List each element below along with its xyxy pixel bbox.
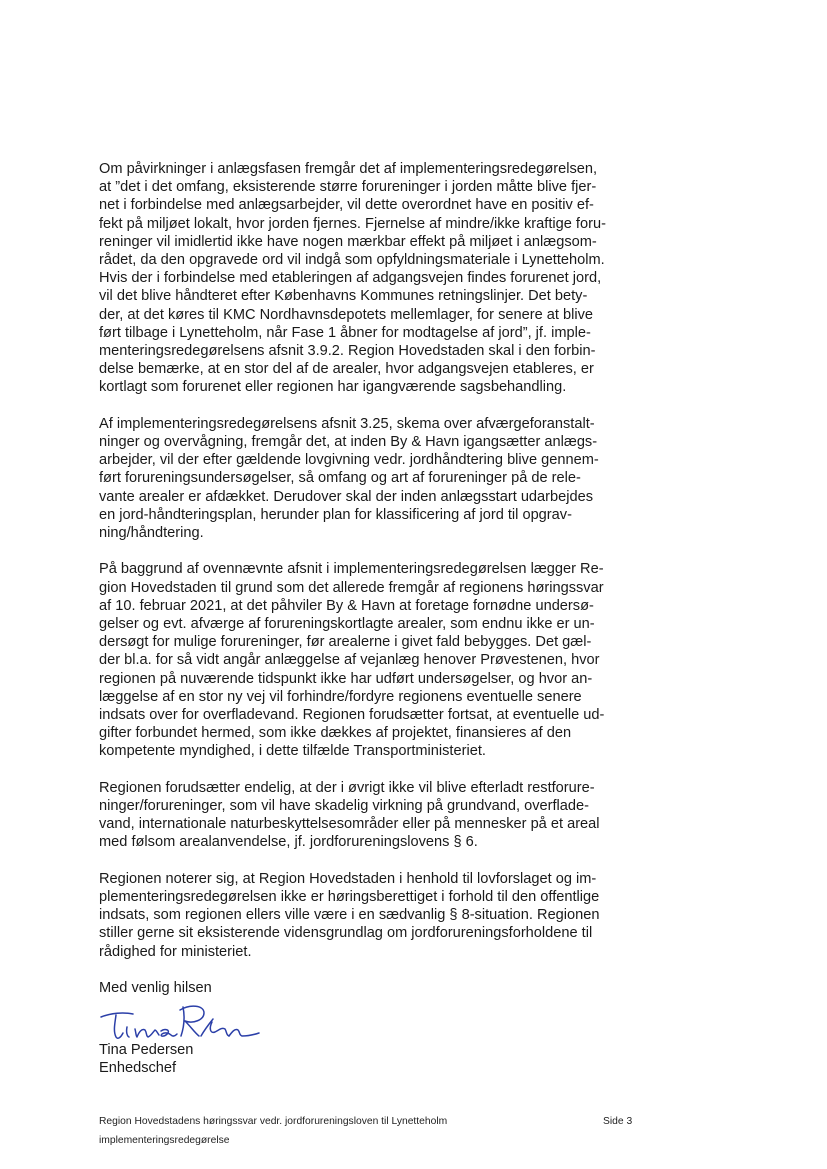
text-line: delse bemærke, at en stor del af de arealer, hvor adgangsvejen etableres, er <box>99 361 594 378</box>
text-line: På baggrund af ovennævnte afsnit i implementeringsredegørelsen lægger Re- <box>99 561 604 578</box>
text-line: ning/håndtering. <box>99 525 204 542</box>
text-line: en jord-håndteringsplan, herunder plan for klassificering af jord til opgrav- <box>99 506 572 523</box>
text-line: vand, internationale naturbeskyttelsesområder eller på mennesker på et areal <box>99 816 600 833</box>
page-footer <box>99 1112 639 1150</box>
text-line: af 10. februar 2021, at det påhviler By & Havn at foretage fornødne undersø- <box>99 597 594 614</box>
text-line: læggelse af en stor ny vej vil forhindre/fordyre regionens eventuelle senere <box>99 688 582 705</box>
signer-name: Tina Pedersen <box>99 1042 194 1059</box>
text-line: fekt på miljøet lokalt, hvor jorden fjernes. Fjernelse af mindre/ikke kraftige foru- <box>99 215 606 232</box>
text-line: regionen på nuværende tidspunkt ikke har udført undersøgelser, og hvor an- <box>99 670 593 687</box>
text-line: rådet, da den opgravede ord vil indgå som opfyldningsmateriale i Lynetteholm. <box>99 252 605 269</box>
text-line: gifter forbundet hermed, som ikke dækkes af projektet, finansieres af den <box>99 725 572 742</box>
text-line: rådighed for ministeriet. <box>99 943 252 960</box>
text-line: ført tilbage i Lynetteholm, når Fase 1 åbner for modtagelse af jord”, jf. imple- <box>99 324 591 341</box>
text-line: plementeringsredegørelsen ikke er høringsberettiget i forhold til den offentlige <box>99 889 600 906</box>
text-line: ninger og overvågning, fremgår det, at inden By & Havn igangsætter anlægs- <box>99 434 598 451</box>
text-line: indsats, som regionen ellers ville være i en sædvanlig § 8-situation. Regionen <box>99 907 600 924</box>
footer-line: Region Hovedstadens høringssvar vedr. jordforureningsloven til Lynetteholm <box>99 1116 448 1127</box>
text-line: ninger/forureninger, som vil have skadelig virkning på grundvand, overflade- <box>99 798 589 815</box>
letter-body <box>99 160 659 1078</box>
text-line: Regionen forudsætter endelig, at der i øvrigt ikke vil blive efterladt restforure- <box>99 779 595 796</box>
handwritten-signature <box>95 997 265 1043</box>
page-number: Side 3 <box>603 1116 633 1127</box>
text-line: stiller gerne sit eksisterende vidensgrundlag om jordforureningsforholdene til <box>99 925 593 942</box>
paragraph-baggrund <box>99 560 659 760</box>
text-line: der, at det køres til KMC Nordhavnsdepotets mellemlager, for senere at blive <box>99 306 593 323</box>
text-line: vil det blive håndteret efter Københavns Kommunes retningslinjer. Det bety- <box>99 288 588 305</box>
text-line: net i forbindelse med anlægsarbejder, vil dette overordnet have en positiv ef- <box>99 197 594 214</box>
text-line: gelser og evt. afværge af forureningskortlagte arealer, som endnu ikke er un- <box>99 616 595 633</box>
signer-title: Enhedschef <box>99 1060 177 1077</box>
text-line: Hvis der i forbindelse med etableringen af adgangsvejen findes forurenet jord, <box>99 270 602 287</box>
text-line: arbejder, vil der efter gældende lovgivning vedr. jordhåndtering blive gennem- <box>99 452 599 469</box>
text-line: at ”det i det omfang, eksisterende større forureninger i jorden måtte blive fjer- <box>99 179 597 196</box>
text-line: Regionen noterer sig, at Region Hovedstaden i henhold til lovforslaget og im- <box>99 870 597 887</box>
paragraph-forudsaetter <box>99 779 659 852</box>
text-line: kompetente myndighed, i dette tilfælde Transportministeriet. <box>99 743 486 760</box>
text-line: der bl.a. for så vidt angår anlæggelse af vejanlæg henover Prøvestenen, hvor <box>99 652 600 669</box>
text-line: Af implementeringsredegørelsens afsnit 3.25, skema over afværgeforanstalt- <box>99 415 595 432</box>
text-line: Om påvirkninger i anlægsfasen fremgår det af implementeringsredegørelsen, <box>99 161 598 177</box>
footer-line: implementeringsredegørelse <box>99 1135 230 1146</box>
text-line: vante arealer er afdækket. Derudover skal der inden anlægsstart udarbejdes <box>99 488 594 505</box>
paragraph-afsnit-3-25 <box>99 415 659 542</box>
paragraph-anlaegsfasen <box>99 160 659 397</box>
paragraph-noterer <box>99 870 659 961</box>
text-line: dersøgt for mulige forureninger, før arealerne i givet fald bebygges. Det gæl- <box>99 634 592 651</box>
text-line: reninger vil imidlertid ikke have nogen mærkbar effekt på miljøet i anlægsom- <box>99 233 597 250</box>
closing-greeting: Med venlig hilsen <box>99 980 212 997</box>
text-line: med følsom arealanvendelse, jf. jordforureningslovens § 6. <box>99 834 478 851</box>
text-line: gion Hovedstaden til grund som det allerede fremgår af regionens høringssvar <box>99 579 604 596</box>
text-line: menteringsredegørelsens afsnit 3.9.2. Region Hovedstaden skal i den forbin- <box>99 343 596 360</box>
text-line: indsats over for overfladevand. Regionen forudsætter fortsat, at eventuelle ud- <box>99 707 605 724</box>
text-line: kortlagt som forurenet eller regionen har igangværende sagsbehandling. <box>99 379 567 396</box>
text-line: ført forureningsundersøgelser, så omfang og art af forureninger på de rele- <box>99 470 581 487</box>
